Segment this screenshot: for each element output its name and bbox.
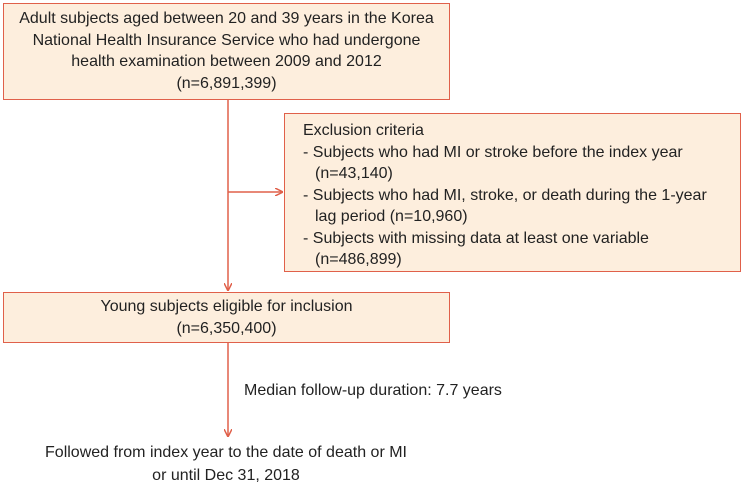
eligible-label: Young subjects eligible for inclusion <box>100 298 353 315</box>
source-line-3: health examination between 2009 and 2012 <box>71 53 382 70</box>
followup-duration-note: Median follow-up duration: 7.7 years <box>244 382 502 399</box>
exclusion-item-1-count: (n=43,140) <box>315 165 393 182</box>
exclusion-item-2: - Subjects who had MI, stroke, or death during the 1-year <box>303 186 707 204</box>
followup-endpoint <box>0 441 452 487</box>
exclusion-item-3-count: (n=486,899) <box>315 251 402 268</box>
source-population-box <box>3 3 450 100</box>
exclusion-item-2-count: lag period (n=10,960) <box>315 208 468 225</box>
eligible-subjects-box <box>3 292 450 343</box>
eligible-count: (n=6,350,400) <box>176 319 277 337</box>
source-count: (n=6,891,399) <box>176 74 277 92</box>
source-line-1: Adult subjects aged between 20 and 39 years in the Korea <box>19 10 434 27</box>
exclusion-item-3: - Subjects with missing data at least one variable <box>303 229 649 247</box>
endpoint-line-1: Followed from index year to the date of death or MI <box>45 444 407 461</box>
exclusion-item-1: - Subjects who had MI or stroke before the index year <box>303 143 683 161</box>
exclusion-criteria-box <box>284 113 741 272</box>
endpoint-line-2: or until Dec 31, 2018 <box>152 467 300 484</box>
source-line-2: National Health Insurance Service who had undergone <box>32 31 421 49</box>
exclusion-title: Exclusion criteria <box>303 122 424 139</box>
